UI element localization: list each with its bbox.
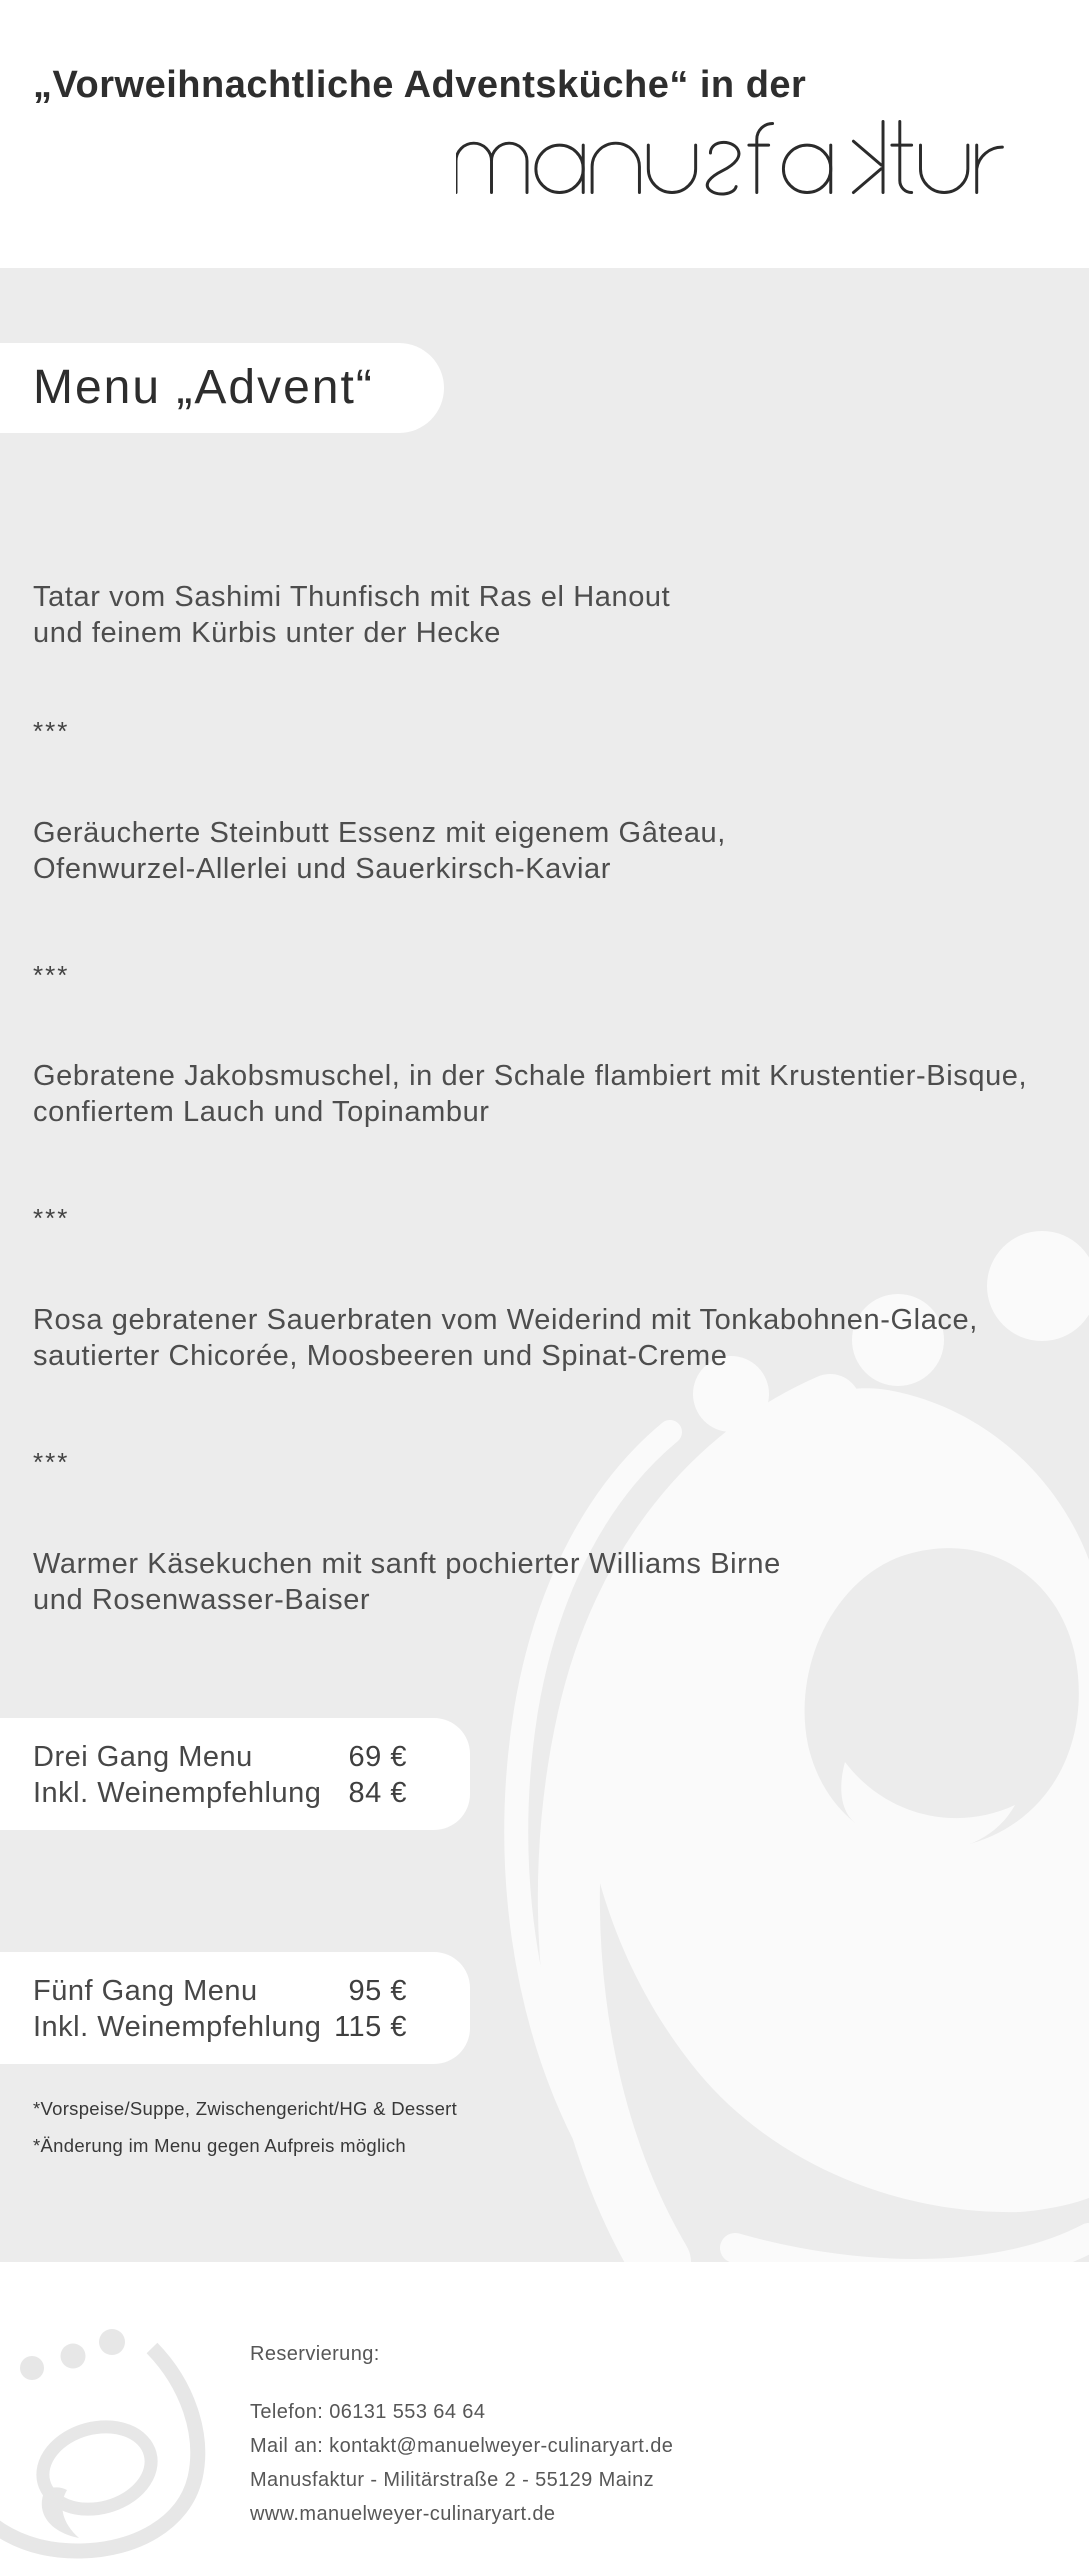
price-label: Inkl. Weinempfehlung (33, 2011, 322, 2043)
price-box-five-course (0, 1952, 470, 2064)
brand-name-text (0, 0, 1, 1)
manusfaktur-logo-wordmark-icon (456, 115, 1028, 199)
price-row (0, 1739, 470, 1775)
price-value: 69 € (348, 1741, 407, 1773)
price-label: Drei Gang Menu (33, 1741, 253, 1773)
course-line: confiertem Lauch und Topinambur (33, 1096, 490, 1128)
course-separator: *** (33, 1203, 70, 1233)
footnote: *Änderung im Menu gegen Aufpreis möglich (33, 2135, 406, 2156)
menu-title: Menu „Advent“ (33, 361, 374, 414)
price-value: 84 € (348, 1777, 407, 1809)
manusfaktur-swirl-logo-icon (0, 2320, 235, 2560)
course-line: und feinem Kürbis unter der Hecke (33, 617, 501, 649)
price-value: 95 € (348, 1975, 407, 2007)
footer-website[interactable]: www.manuelweyer-culinaryart.de (250, 2503, 556, 2525)
footer-email[interactable]: Mail an: kontakt@manuelweyer-culinaryart.de (250, 2435, 674, 2457)
menu-title-pill (0, 343, 444, 433)
price-box-three-course (0, 1718, 470, 1830)
price-value: 115 € (334, 2011, 407, 2043)
course-item (33, 815, 726, 887)
price-row (0, 1973, 470, 2009)
course-item (33, 1546, 781, 1618)
price-row (0, 2009, 470, 2045)
footer-address: Manusfaktur - Militärstraße 2 - 55129 Mainz (250, 2469, 655, 2491)
reservation-label: Reservierung: (250, 2343, 380, 2365)
course-line: sautierter Chicorée, Moosbeeren und Spinat-Creme (33, 1340, 728, 1372)
course-separator: *** (33, 716, 70, 746)
header-subtitle: „Vorweihnachtliche Adventsküche“ in der (33, 64, 807, 106)
course-line: Geräucherte Steinbutt Essenz mit eigenem Gâteau, (33, 817, 726, 849)
course-line: Warmer Käsekuchen mit sanft pochierter Williams Birne (33, 1548, 781, 1580)
course-item (33, 1058, 1027, 1130)
course-separator: *** (33, 1447, 70, 1477)
course-separator: *** (33, 960, 70, 990)
price-row (0, 1775, 470, 1811)
course-line: Ofenwurzel-Allerlei und Sauerkirsch-Kaviar (33, 853, 612, 885)
course-item (33, 1302, 978, 1374)
price-label: Inkl. Weinempfehlung (33, 1777, 322, 1809)
course-line: Gebratene Jakobsmuschel, in der Schale flambiert mit Krustentier-Bisque, (33, 1060, 1028, 1092)
price-label: Fünf Gang Menu (33, 1975, 258, 2007)
course-line: Tatar vom Sashimi Thunfisch mit Ras el Hanout (33, 581, 671, 613)
course-line: und Rosenwasser-Baiser (33, 1584, 371, 1616)
footer-phone: Telefon: 06131 553 64 64 (250, 2401, 486, 2423)
footnote: *Vorspeise/Suppe, Zwischengericht/HG & Dessert (33, 2098, 458, 2119)
course-line: Rosa gebratener Sauerbraten vom Weiderind mit Tonkabohnen-Glace, (33, 1304, 978, 1336)
course-item (33, 579, 670, 651)
